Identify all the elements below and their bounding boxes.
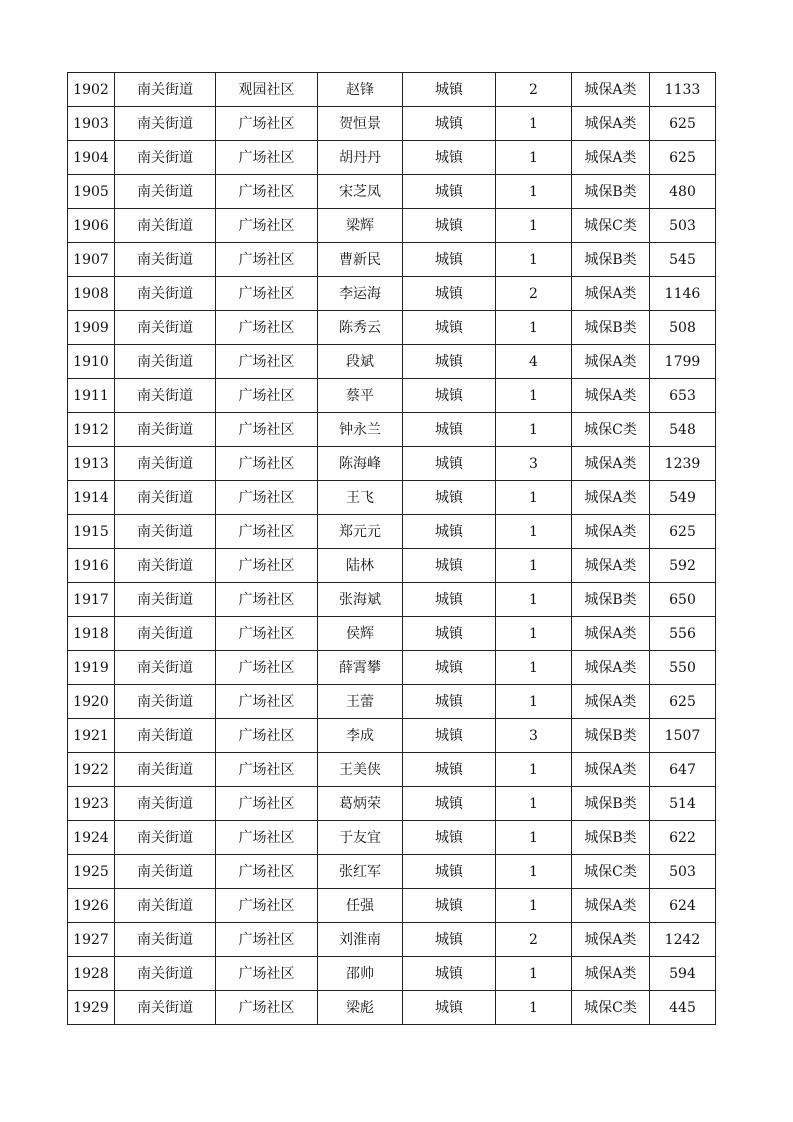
street-cell: 南关街道 — [115, 175, 216, 209]
serial-number-cell: 1929 — [68, 991, 115, 1025]
person-name-cell: 侯辉 — [318, 617, 403, 651]
table-row — [68, 73, 716, 107]
insurance-category-cell: 城保B类 — [572, 583, 650, 617]
household-members-cell: 1 — [496, 379, 572, 413]
serial-number-cell: 1921 — [68, 719, 115, 753]
table-row — [68, 515, 716, 549]
area-type-cell: 城镇 — [403, 855, 496, 889]
table-row — [68, 175, 716, 209]
street-cell: 南关街道 — [115, 447, 216, 481]
area-type-cell: 城镇 — [403, 243, 496, 277]
community-cell: 广场社区 — [216, 889, 318, 923]
street-cell: 南关街道 — [115, 345, 216, 379]
person-name-cell: 李运海 — [318, 277, 403, 311]
person-name-cell: 梁彪 — [318, 991, 403, 1025]
amount-cell: 647 — [650, 753, 716, 787]
person-name-cell: 王蕾 — [318, 685, 403, 719]
serial-number-cell: 1908 — [68, 277, 115, 311]
street-cell: 南关街道 — [115, 787, 216, 821]
household-members-cell: 1 — [496, 889, 572, 923]
table-row — [68, 753, 716, 787]
person-name-cell: 薛霄攀 — [318, 651, 403, 685]
area-type-cell: 城镇 — [403, 719, 496, 753]
household-members-cell: 1 — [496, 549, 572, 583]
insurance-category-cell: 城保C类 — [572, 413, 650, 447]
insurance-category-cell: 城保B类 — [572, 719, 650, 753]
area-type-cell: 城镇 — [403, 685, 496, 719]
community-cell: 广场社区 — [216, 923, 318, 957]
amount-cell: 625 — [650, 685, 716, 719]
area-type-cell: 城镇 — [403, 209, 496, 243]
person-name-cell: 葛炳荣 — [318, 787, 403, 821]
insurance-category-cell: 城保C类 — [572, 209, 650, 243]
street-cell: 南关街道 — [115, 277, 216, 311]
table-row — [68, 481, 716, 515]
person-name-cell: 郑元元 — [318, 515, 403, 549]
table-row — [68, 447, 716, 481]
community-cell: 广场社区 — [216, 753, 318, 787]
insurance-category-cell: 城保A类 — [572, 379, 650, 413]
area-type-cell: 城镇 — [403, 141, 496, 175]
insurance-category-cell: 城保B类 — [572, 787, 650, 821]
insurance-category-cell: 城保A类 — [572, 141, 650, 175]
amount-cell: 480 — [650, 175, 716, 209]
amount-cell: 550 — [650, 651, 716, 685]
street-cell: 南关街道 — [115, 957, 216, 991]
household-members-cell: 2 — [496, 73, 572, 107]
area-type-cell: 城镇 — [403, 379, 496, 413]
household-members-cell: 1 — [496, 481, 572, 515]
person-name-cell: 段斌 — [318, 345, 403, 379]
amount-cell: 1133 — [650, 73, 716, 107]
community-cell: 广场社区 — [216, 957, 318, 991]
street-cell: 南关街道 — [115, 719, 216, 753]
street-cell: 南关街道 — [115, 515, 216, 549]
serial-number-cell: 1906 — [68, 209, 115, 243]
amount-cell: 592 — [650, 549, 716, 583]
area-type-cell: 城镇 — [403, 413, 496, 447]
person-name-cell: 陈秀云 — [318, 311, 403, 345]
household-members-cell: 1 — [496, 821, 572, 855]
community-cell: 广场社区 — [216, 617, 318, 651]
household-members-cell: 1 — [496, 243, 572, 277]
serial-number-cell: 1911 — [68, 379, 115, 413]
amount-cell: 1799 — [650, 345, 716, 379]
area-type-cell: 城镇 — [403, 175, 496, 209]
household-members-cell: 1 — [496, 685, 572, 719]
person-name-cell: 王飞 — [318, 481, 403, 515]
area-type-cell: 城镇 — [403, 311, 496, 345]
amount-cell: 622 — [650, 821, 716, 855]
amount-cell: 625 — [650, 141, 716, 175]
amount-cell: 1239 — [650, 447, 716, 481]
area-type-cell: 城镇 — [403, 549, 496, 583]
household-members-cell: 1 — [496, 311, 572, 345]
insurance-category-cell: 城保B类 — [572, 311, 650, 345]
person-name-cell: 曹新民 — [318, 243, 403, 277]
household-members-cell: 1 — [496, 583, 572, 617]
community-cell: 广场社区 — [216, 855, 318, 889]
table-row — [68, 107, 716, 141]
serial-number-cell: 1910 — [68, 345, 115, 379]
insurance-category-cell: 城保C类 — [572, 855, 650, 889]
household-members-cell: 1 — [496, 753, 572, 787]
area-type-cell: 城镇 — [403, 651, 496, 685]
community-cell: 广场社区 — [216, 515, 318, 549]
amount-cell: 503 — [650, 209, 716, 243]
insurance-category-cell: 城保A类 — [572, 617, 650, 651]
community-cell: 广场社区 — [216, 243, 318, 277]
household-members-cell: 1 — [496, 787, 572, 821]
table-row — [68, 243, 716, 277]
area-type-cell: 城镇 — [403, 447, 496, 481]
area-type-cell: 城镇 — [403, 277, 496, 311]
street-cell: 南关街道 — [115, 379, 216, 413]
person-name-cell: 刘淮南 — [318, 923, 403, 957]
street-cell: 南关街道 — [115, 753, 216, 787]
household-members-cell: 1 — [496, 413, 572, 447]
amount-cell: 625 — [650, 107, 716, 141]
area-type-cell: 城镇 — [403, 583, 496, 617]
table-row — [68, 617, 716, 651]
community-cell: 广场社区 — [216, 277, 318, 311]
person-name-cell: 贺恒景 — [318, 107, 403, 141]
table-row — [68, 719, 716, 753]
table-row — [68, 345, 716, 379]
person-name-cell: 胡丹丹 — [318, 141, 403, 175]
street-cell: 南关街道 — [115, 855, 216, 889]
serial-number-cell: 1918 — [68, 617, 115, 651]
insurance-category-cell: 城保A类 — [572, 957, 650, 991]
community-cell: 广场社区 — [216, 345, 318, 379]
community-cell: 观园社区 — [216, 73, 318, 107]
street-cell: 南关街道 — [115, 141, 216, 175]
street-cell: 南关街道 — [115, 209, 216, 243]
person-name-cell: 陈海峰 — [318, 447, 403, 481]
table-row — [68, 821, 716, 855]
community-cell: 广场社区 — [216, 481, 318, 515]
insurance-category-cell: 城保A类 — [572, 515, 650, 549]
person-name-cell: 于友宜 — [318, 821, 403, 855]
serial-number-cell: 1925 — [68, 855, 115, 889]
serial-number-cell: 1915 — [68, 515, 115, 549]
area-type-cell: 城镇 — [403, 107, 496, 141]
household-members-cell: 1 — [496, 107, 572, 141]
serial-number-cell: 1924 — [68, 821, 115, 855]
serial-number-cell: 1913 — [68, 447, 115, 481]
insurance-category-cell: 城保A类 — [572, 447, 650, 481]
household-members-cell: 1 — [496, 991, 572, 1025]
insurance-category-cell: 城保A类 — [572, 277, 650, 311]
community-cell: 广场社区 — [216, 821, 318, 855]
person-name-cell: 宋芝凤 — [318, 175, 403, 209]
table-row — [68, 311, 716, 345]
amount-cell: 503 — [650, 855, 716, 889]
person-name-cell: 张红军 — [318, 855, 403, 889]
table-row — [68, 379, 716, 413]
amount-cell: 556 — [650, 617, 716, 651]
street-cell: 南关街道 — [115, 889, 216, 923]
area-type-cell: 城镇 — [403, 481, 496, 515]
area-type-cell: 城镇 — [403, 889, 496, 923]
insurance-category-cell: 城保B类 — [572, 821, 650, 855]
street-cell: 南关街道 — [115, 617, 216, 651]
street-cell: 南关街道 — [115, 651, 216, 685]
street-cell: 南关街道 — [115, 73, 216, 107]
person-name-cell: 钟永兰 — [318, 413, 403, 447]
household-members-cell: 1 — [496, 651, 572, 685]
community-cell: 广场社区 — [216, 413, 318, 447]
street-cell: 南关街道 — [115, 481, 216, 515]
street-cell: 南关街道 — [115, 243, 216, 277]
serial-number-cell: 1902 — [68, 73, 115, 107]
insurance-category-cell: 城保A类 — [572, 651, 650, 685]
community-cell: 广场社区 — [216, 651, 318, 685]
household-members-cell: 1 — [496, 175, 572, 209]
table-row — [68, 991, 716, 1025]
serial-number-cell: 1907 — [68, 243, 115, 277]
subsidy-roster-table — [67, 72, 716, 1025]
community-cell: 广场社区 — [216, 107, 318, 141]
insurance-category-cell: 城保A类 — [572, 73, 650, 107]
area-type-cell: 城镇 — [403, 957, 496, 991]
person-name-cell: 李成 — [318, 719, 403, 753]
amount-cell: 549 — [650, 481, 716, 515]
insurance-category-cell: 城保B类 — [572, 243, 650, 277]
amount-cell: 625 — [650, 515, 716, 549]
table-row — [68, 209, 716, 243]
amount-cell: 624 — [650, 889, 716, 923]
household-members-cell: 4 — [496, 345, 572, 379]
amount-cell: 514 — [650, 787, 716, 821]
community-cell: 广场社区 — [216, 787, 318, 821]
community-cell: 广场社区 — [216, 719, 318, 753]
area-type-cell: 城镇 — [403, 991, 496, 1025]
insurance-category-cell: 城保A类 — [572, 685, 650, 719]
serial-number-cell: 1903 — [68, 107, 115, 141]
street-cell: 南关街道 — [115, 583, 216, 617]
area-type-cell: 城镇 — [403, 787, 496, 821]
household-members-cell: 1 — [496, 855, 572, 889]
area-type-cell: 城镇 — [403, 617, 496, 651]
table-row — [68, 787, 716, 821]
insurance-category-cell: 城保A类 — [572, 345, 650, 379]
household-members-cell: 3 — [496, 447, 572, 481]
household-members-cell: 2 — [496, 277, 572, 311]
street-cell: 南关街道 — [115, 549, 216, 583]
table-row — [68, 685, 716, 719]
community-cell: 广场社区 — [216, 991, 318, 1025]
serial-number-cell: 1917 — [68, 583, 115, 617]
serial-number-cell: 1904 — [68, 141, 115, 175]
community-cell: 广场社区 — [216, 209, 318, 243]
street-cell: 南关街道 — [115, 685, 216, 719]
table-row — [68, 889, 716, 923]
street-cell: 南关街道 — [115, 107, 216, 141]
person-name-cell: 邵帅 — [318, 957, 403, 991]
person-name-cell: 王美侠 — [318, 753, 403, 787]
insurance-category-cell: 城保A类 — [572, 549, 650, 583]
amount-cell: 594 — [650, 957, 716, 991]
table-row — [68, 923, 716, 957]
household-members-cell: 1 — [496, 209, 572, 243]
amount-cell: 545 — [650, 243, 716, 277]
table-row — [68, 413, 716, 447]
street-cell: 南关街道 — [115, 821, 216, 855]
community-cell: 广场社区 — [216, 141, 318, 175]
insurance-category-cell: 城保A类 — [572, 481, 650, 515]
community-cell: 广场社区 — [216, 379, 318, 413]
amount-cell: 653 — [650, 379, 716, 413]
table-row — [68, 549, 716, 583]
insurance-category-cell: 城保C类 — [572, 991, 650, 1025]
street-cell: 南关街道 — [115, 311, 216, 345]
serial-number-cell: 1922 — [68, 753, 115, 787]
community-cell: 广场社区 — [216, 583, 318, 617]
person-name-cell: 张海斌 — [318, 583, 403, 617]
amount-cell: 1507 — [650, 719, 716, 753]
community-cell: 广场社区 — [216, 685, 318, 719]
amount-cell: 445 — [650, 991, 716, 1025]
person-name-cell: 赵锋 — [318, 73, 403, 107]
person-name-cell: 陆林 — [318, 549, 403, 583]
table-row — [68, 583, 716, 617]
amount-cell: 1146 — [650, 277, 716, 311]
serial-number-cell: 1928 — [68, 957, 115, 991]
table-row — [68, 651, 716, 685]
insurance-category-cell: 城保A类 — [572, 889, 650, 923]
amount-cell: 1242 — [650, 923, 716, 957]
roster-body — [68, 73, 716, 1025]
community-cell: 广场社区 — [216, 311, 318, 345]
household-members-cell: 2 — [496, 923, 572, 957]
amount-cell: 508 — [650, 311, 716, 345]
serial-number-cell: 1912 — [68, 413, 115, 447]
person-name-cell: 蔡平 — [318, 379, 403, 413]
person-name-cell: 梁辉 — [318, 209, 403, 243]
table-row — [68, 855, 716, 889]
serial-number-cell: 1909 — [68, 311, 115, 345]
person-name-cell: 任强 — [318, 889, 403, 923]
household-members-cell: 1 — [496, 515, 572, 549]
area-type-cell: 城镇 — [403, 923, 496, 957]
insurance-category-cell: 城保A类 — [572, 923, 650, 957]
serial-number-cell: 1923 — [68, 787, 115, 821]
table-row — [68, 957, 716, 991]
street-cell: 南关街道 — [115, 991, 216, 1025]
table-row — [68, 141, 716, 175]
area-type-cell: 城镇 — [403, 345, 496, 379]
area-type-cell: 城镇 — [403, 821, 496, 855]
area-type-cell: 城镇 — [403, 753, 496, 787]
community-cell: 广场社区 — [216, 447, 318, 481]
community-cell: 广场社区 — [216, 549, 318, 583]
household-members-cell: 1 — [496, 617, 572, 651]
serial-number-cell: 1916 — [68, 549, 115, 583]
serial-number-cell: 1919 — [68, 651, 115, 685]
household-members-cell: 1 — [496, 957, 572, 991]
household-members-cell: 1 — [496, 141, 572, 175]
serial-number-cell: 1914 — [68, 481, 115, 515]
community-cell: 广场社区 — [216, 175, 318, 209]
street-cell: 南关街道 — [115, 923, 216, 957]
street-cell: 南关街道 — [115, 413, 216, 447]
table-row — [68, 277, 716, 311]
household-members-cell: 3 — [496, 719, 572, 753]
serial-number-cell: 1926 — [68, 889, 115, 923]
insurance-category-cell: 城保A类 — [572, 753, 650, 787]
serial-number-cell: 1905 — [68, 175, 115, 209]
serial-number-cell: 1927 — [68, 923, 115, 957]
serial-number-cell: 1920 — [68, 685, 115, 719]
insurance-category-cell: 城保A类 — [572, 107, 650, 141]
insurance-category-cell: 城保B类 — [572, 175, 650, 209]
amount-cell: 650 — [650, 583, 716, 617]
amount-cell: 548 — [650, 413, 716, 447]
area-type-cell: 城镇 — [403, 73, 496, 107]
area-type-cell: 城镇 — [403, 515, 496, 549]
